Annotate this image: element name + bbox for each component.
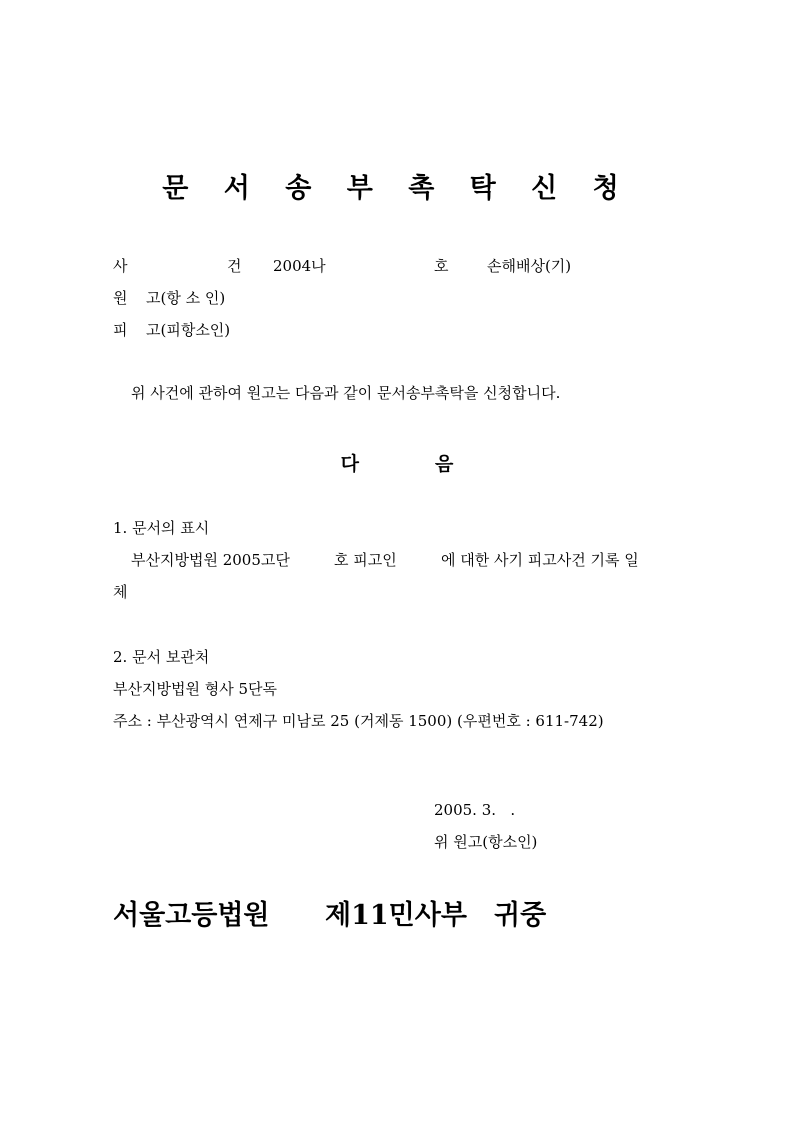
case-name: 손해배상(기): [487, 257, 572, 275]
date: 2005. 3. .: [434, 801, 516, 819]
section1-heading: 1. 문서의 표시: [113, 519, 210, 537]
section1-line1-part1: 부산지방법원 2005고단: [131, 551, 290, 569]
court-suffix: 귀중: [494, 900, 547, 931]
court-name: 서울고등법원: [113, 900, 270, 931]
eum-char: 음: [435, 453, 454, 475]
document-title: 문 서 송 부 촉 탁 신 청: [162, 173, 632, 204]
defendant-label-1: 피: [113, 321, 128, 339]
case-number: 2004나: [273, 257, 326, 275]
court-division: 제11민사부: [325, 900, 467, 931]
section1-line1-part2: 호 피고인: [334, 551, 397, 569]
section2-heading: 2. 문서 보관처: [113, 648, 210, 666]
intro-text: 위 사건에 관하여 원고는 다음과 같이 문서송부촉탁을 신청합니다.: [131, 384, 561, 402]
signer: 위 원고(항소인): [434, 833, 538, 851]
case-label-1: 사: [113, 257, 128, 275]
case-ho: 호: [434, 257, 449, 275]
defendant-label-2: 고(피항소인): [146, 321, 231, 339]
section1-line2: 체: [113, 583, 128, 601]
section2-line2: 주소 : 부산광역시 연제구 미남로 25 (거제동 1500) (우편번호 : 611-742): [113, 712, 604, 730]
da-eum-heading: [0, 449, 794, 476]
da-char: 다: [340, 453, 359, 475]
section1-line1-part3: 에 대한 사기 피고사건 기록 일: [441, 551, 639, 569]
plaintiff-label-1: 원: [113, 289, 128, 307]
plaintiff-label-2: 고(항 소 인): [146, 289, 226, 307]
case-label-2: 건: [227, 257, 242, 275]
section2-line1: 부산지방법원 형사 5단독: [113, 680, 277, 698]
